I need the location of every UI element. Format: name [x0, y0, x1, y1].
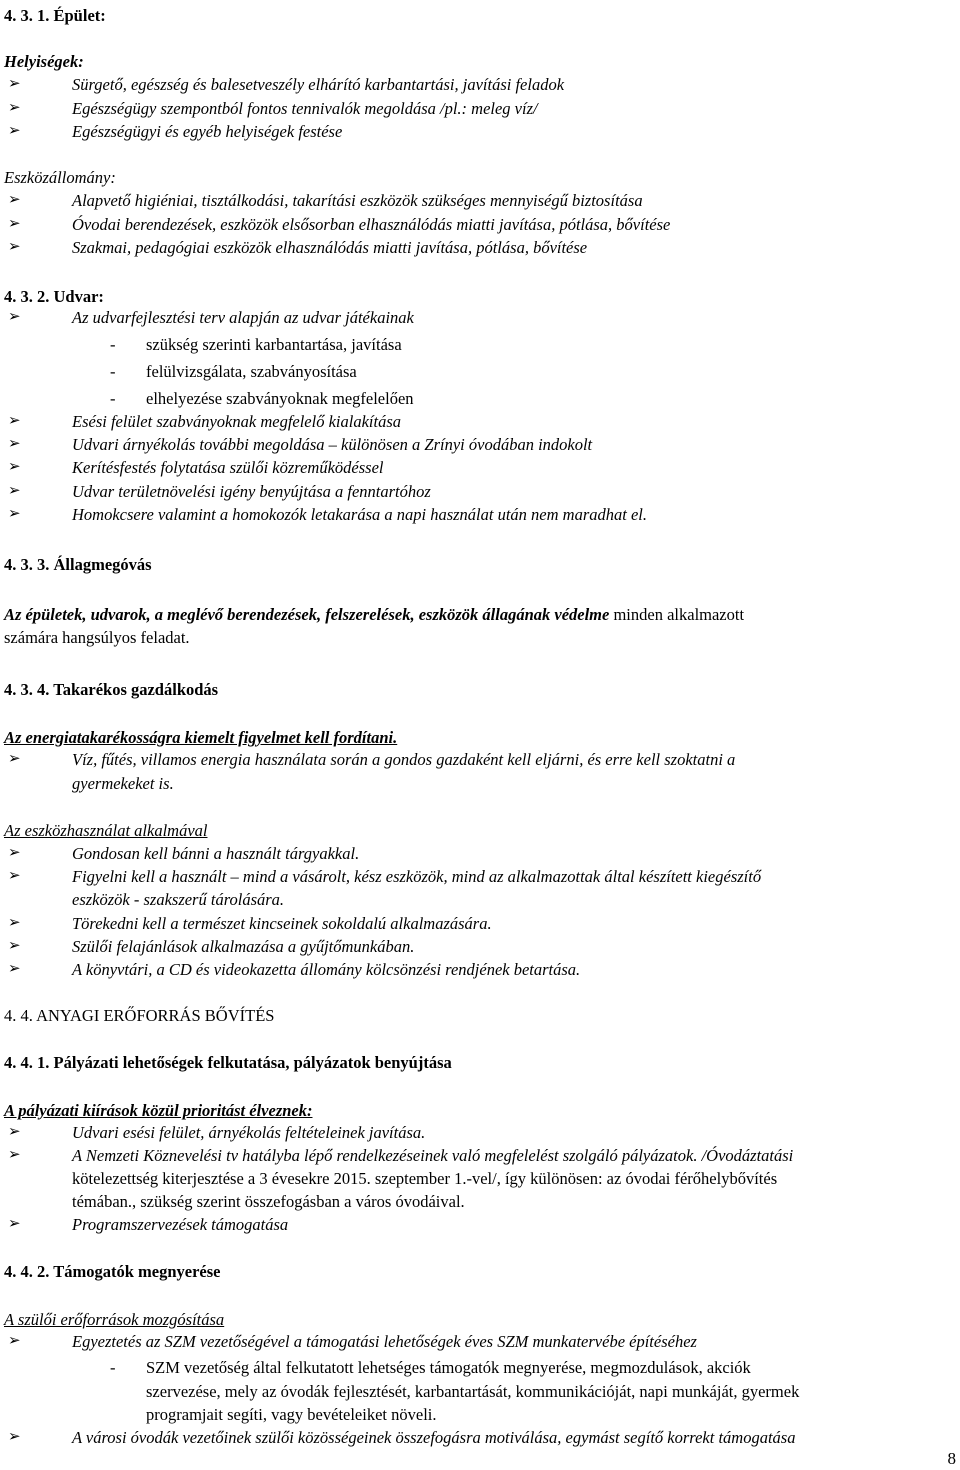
heading-4-4-2: 4. 4. 2. Támogatók megnyerése: [4, 1262, 221, 1281]
arrow-bullet-icon: ➢: [8, 192, 21, 208]
dash-bullet: -: [110, 389, 116, 408]
arrow-bullet-icon: ➢: [8, 506, 21, 522]
arrow-bullet-icon: ➢: [8, 436, 21, 452]
heading-4-3-4: 4. 3. 4. Takarékos gazdálkodás: [4, 680, 219, 699]
arrow-bullet-icon: ➢: [8, 938, 21, 954]
dash-item-continuation: szervezése, mely az óvodák fejlesztését, karbantartását, kommunikációját, napi munkáját, gyermek: [146, 1382, 800, 1401]
heading-4-4: 4. 4. ANYAGI ERŐFORRÁS BŐVÍTÉS: [4, 1006, 275, 1025]
arrow-bullet-icon: ➢: [8, 915, 21, 931]
arrow-bullet-icon: ➢: [8, 1333, 21, 1349]
list-item-continuation: eszközök - szakszerű tárolására.: [72, 890, 285, 909]
helyisegek-title: Helyiségek:: [4, 52, 84, 71]
arrow-bullet-icon: ➢: [8, 1429, 21, 1445]
palyazat-heading: A pályázati kiírások közül prioritást élveznek:: [4, 1101, 313, 1120]
arrow-bullet-icon: ➢: [8, 751, 21, 767]
dash-bullet: -: [110, 335, 116, 354]
dash-item-continuation: programjait segíti, vagy bevételeiket növeli.: [146, 1405, 437, 1424]
arrow-bullet-icon: ➢: [8, 100, 21, 116]
arrow-bullet-icon: ➢: [8, 459, 21, 475]
allag-paragraph: Az épületek, udvarok, a meglévő berendezések, felszerelések, eszközök állagának védelme minden alkalmazott: [4, 605, 745, 624]
arrow-bullet-icon: ➢: [8, 845, 21, 861]
arrow-bullet-icon: ➢: [8, 868, 21, 884]
arrow-bullet-icon: ➢: [8, 1216, 21, 1232]
list-item-continuation: kötelezettség kiterjesztése a 3 évesekre 2015. szeptember 1.-vel/, így különösen: az óvodai férőhelybővítés: [72, 1169, 778, 1188]
list-item-continuation: témában., szükség szerint összefogásban a város óvodáival.: [72, 1192, 465, 1211]
arrow-bullet-icon: ➢: [8, 309, 21, 325]
list-item-continuation: gyermekeket is.: [72, 774, 174, 793]
dash-bullet: -: [110, 362, 116, 381]
dash-bullet: -: [110, 1358, 116, 1377]
takarek-heading: Az energiatakarékosságra kiemelt figyelmet kell fordítani.: [4, 728, 398, 747]
tamogat-heading: A szülői erőforrások mozgósítása: [4, 1310, 225, 1329]
eszkozhasznalat-heading: Az eszközhasználat alkalmával: [4, 821, 208, 840]
heading-4-3-3: 4. 3. 3. Állagmegóvás: [4, 555, 152, 574]
arrow-bullet-icon: ➢: [8, 1147, 21, 1163]
page-number: 8: [947, 1449, 956, 1468]
allag-paragraph-line2: számára hangsúlyos feladat.: [4, 628, 190, 647]
arrow-bullet-icon: ➢: [8, 1124, 21, 1140]
arrow-bullet-icon: ➢: [8, 239, 21, 255]
heading-4-3-1: 4. 3. 1. Épület:: [4, 6, 106, 25]
heading-4-3-2: 4. 3. 2. Udvar:: [4, 287, 104, 306]
arrow-bullet-icon: ➢: [8, 483, 21, 499]
eszkozallomany-title: Eszközállomány:: [4, 168, 116, 187]
heading-4-4-1: 4. 4. 1. Pályázati lehetőségek felkutatása, pályázatok benyújtása: [4, 1053, 452, 1072]
arrow-bullet-icon: ➢: [8, 961, 21, 977]
arrow-bullet-icon: ➢: [8, 216, 21, 232]
arrow-bullet-icon: ➢: [8, 123, 21, 139]
arrow-bullet-icon: ➢: [8, 413, 21, 429]
arrow-bullet-icon: ➢: [8, 76, 21, 92]
